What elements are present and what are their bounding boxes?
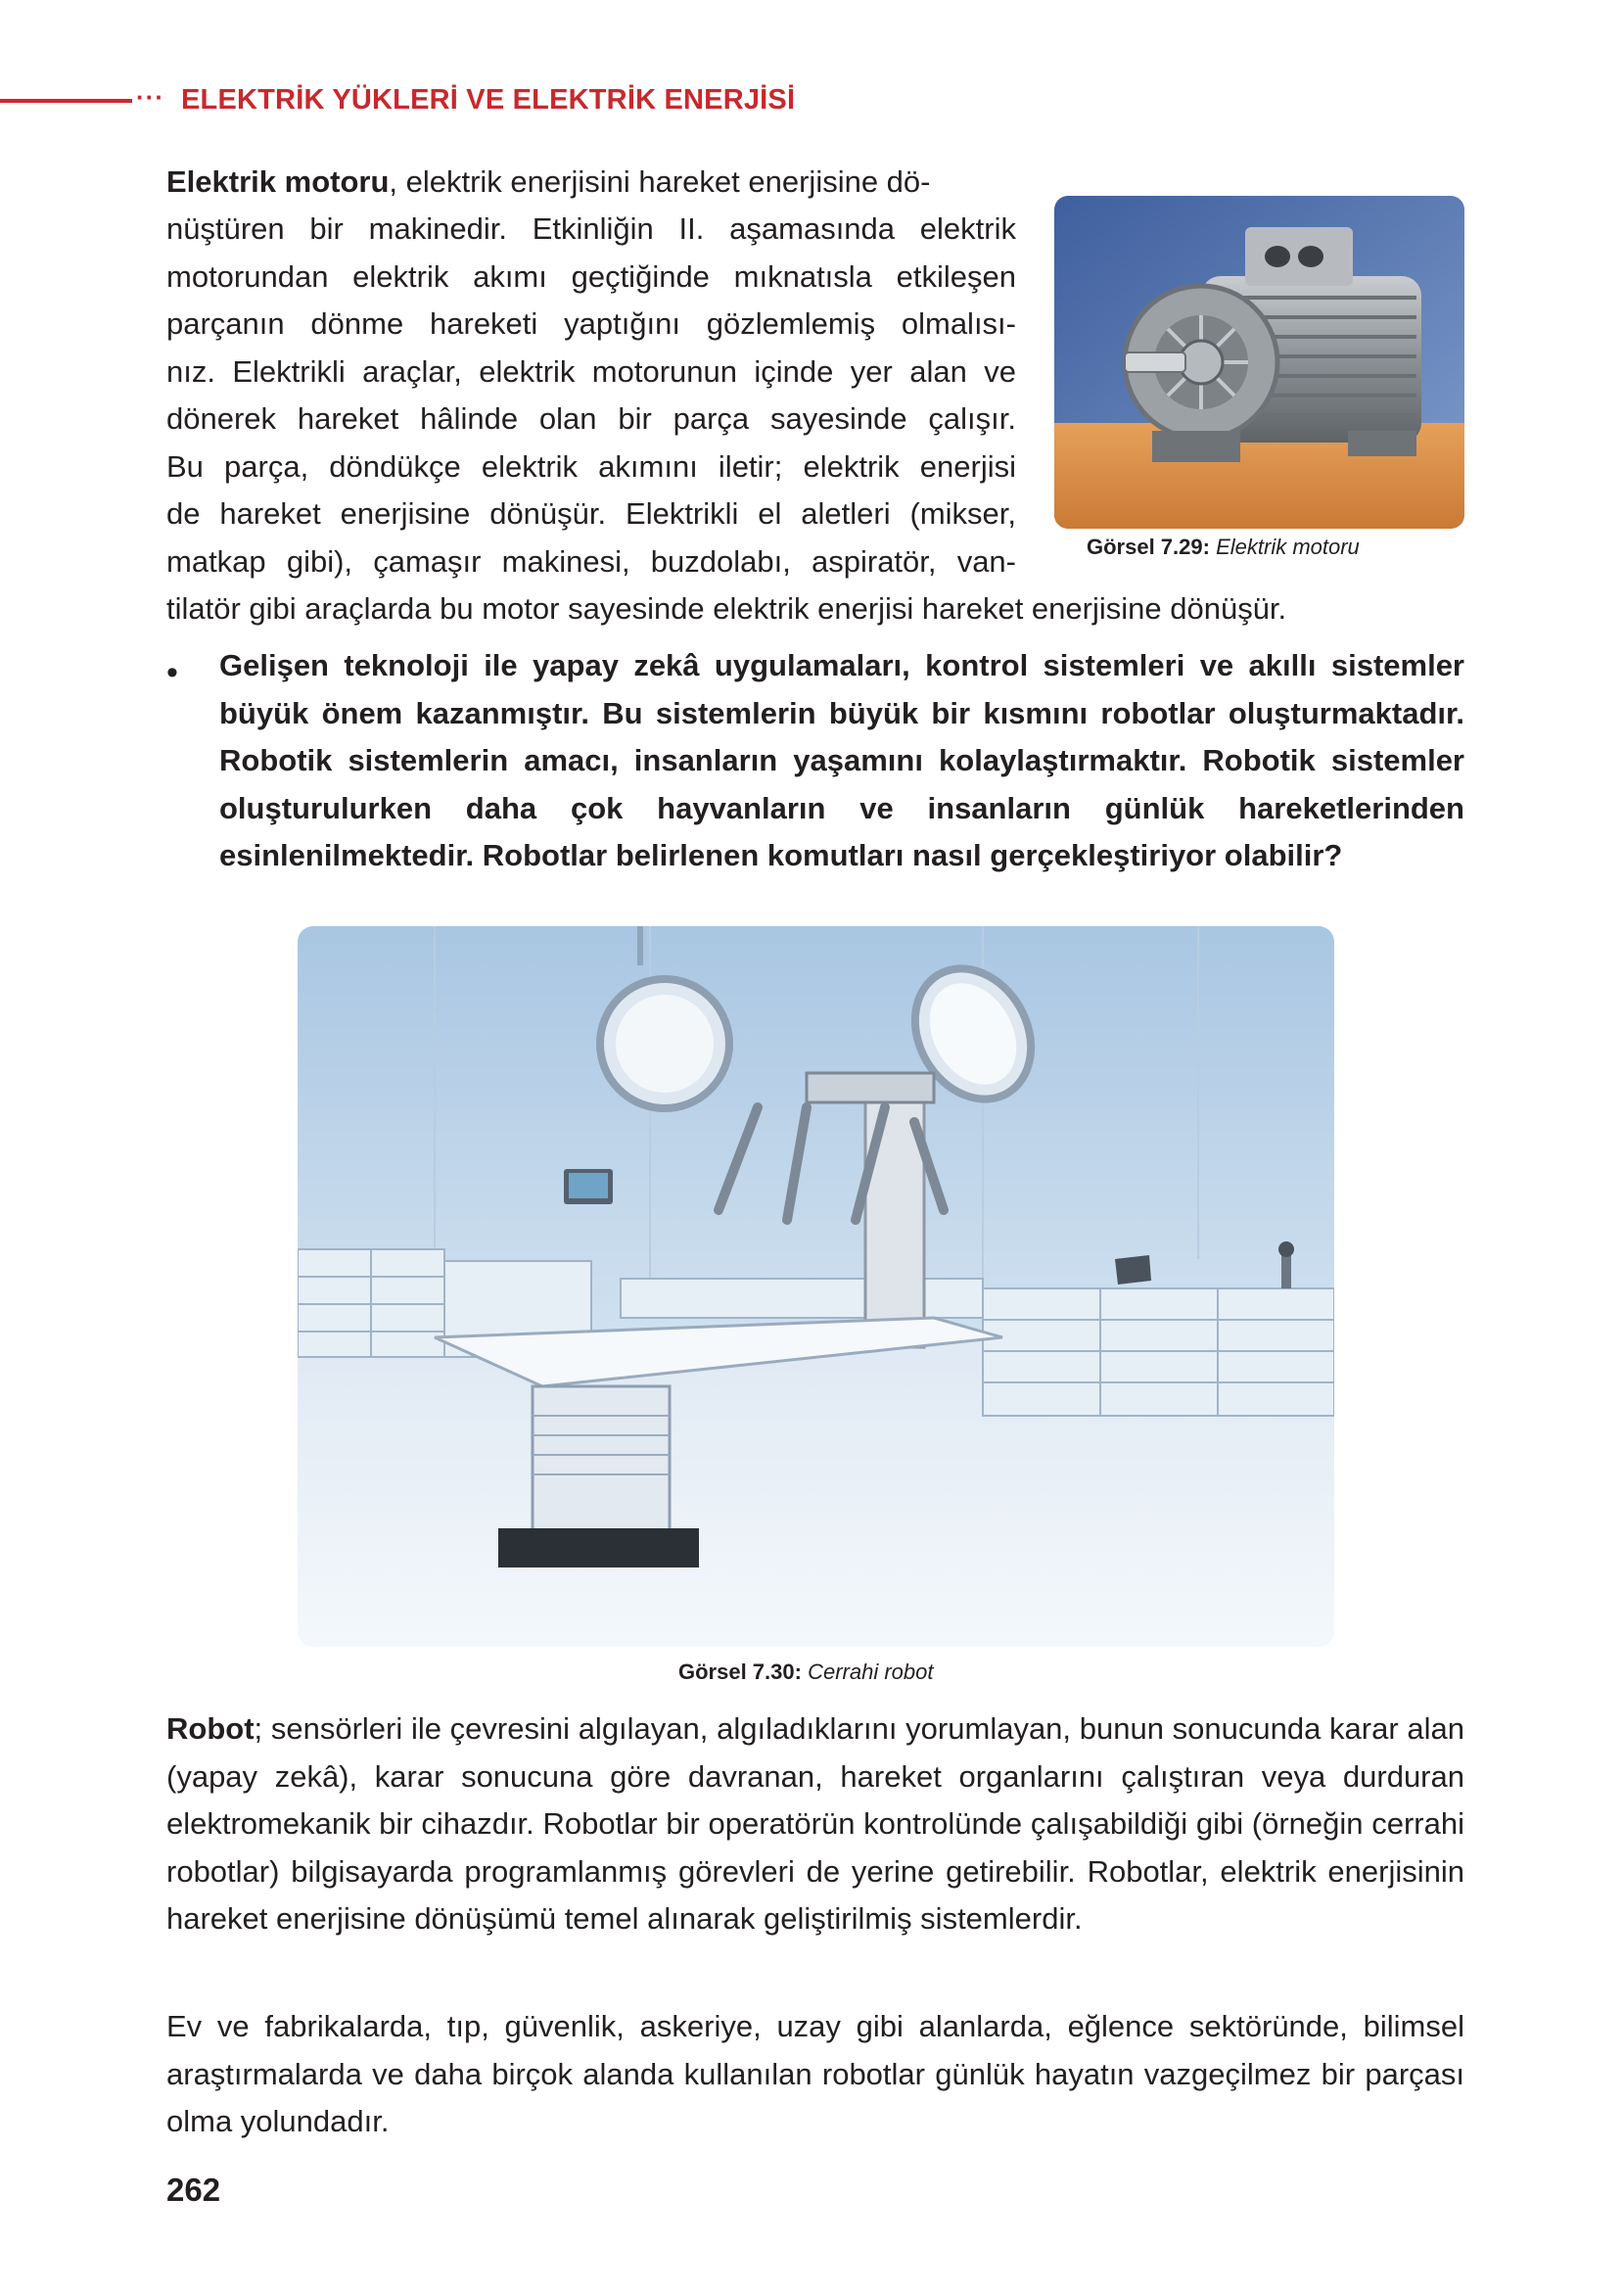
chapter-title: ELEKTRİK YÜKLERİ VE ELEKTRİK ENERJİSİ [181, 84, 796, 116]
intro-line: nüştüren bir makinedir. Etkinliğin II. aşamasında elektrik [166, 211, 1016, 246]
header-rule [0, 99, 132, 103]
surgical-robot-image [298, 926, 1334, 1647]
robot-usage-paragraph: Ev ve fabrikalarda, tıp, güvenlik, askeriye, uzay gibi alanlarda, eğlence sektöründe, bilimsel araştırmalarda ve daha birçok alanda kullanılan robotlar günlük hayatın vazgeçilmez bir parçası olma yolundadır. [166, 2009, 1464, 2138]
bullet-marker: • [166, 654, 178, 691]
figure-7-29-caption: Görsel 7.29: Elektrik motoru [1087, 535, 1360, 559]
header-dots: ··· [136, 82, 164, 112]
intro-line: nız. Elektrikli araçlar, elektrik motorunun içinde yer alan ve [166, 354, 1016, 389]
term-electric-motor: Elektrik motoru [166, 164, 390, 199]
page-number: 262 [166, 2172, 221, 2208]
electric-motor-image [1054, 196, 1464, 529]
intro-line: Bu parça, döndükçe elektrik akımını iletir; elektrik enerjisi [166, 449, 1016, 484]
page-header [0, 80, 1624, 119]
intro-line: matkap gibi), çamaşır makinesi, buzdolabı, aspiratör, van- [166, 544, 1016, 579]
robot-definition-paragraph: Robot; sensörleri ile çevresini algılayan, algıladıklarını yorumlayan, bunun sonucunda karar alan (yapay zekâ), karar sonucuna göre davranan, hareket organlarını çalıştıran veya durduran elektromekanik bir cihazdır. Robotlar bir operatörün kontrolünde çalışabildiği gibi (örneğin cerrahi robotlar) bilgisayarda programlanmış görevleri de yerine getirebilir. Robotlar, elektrik enerjisinin hareket enerjisine dönüşümü temel alınarak geliştirilmiş sistemlerdir. [166, 1711, 1464, 1936]
term-robot: Robot [166, 1711, 255, 1746]
intro-line: tilatör gibi araçlarda bu motor sayesinde elektrik enerjisi hareket enerjisine dönüşür. [166, 591, 1287, 626]
intro-line: parçanın dönme hareketi yaptığını gözlemlemiş olmalısı- [166, 306, 1016, 341]
intro-line: motorundan elektrik akımı geçtiğinde mıknatısla etkileşen [166, 259, 1016, 294]
intro-line: Elektrik motoru, elektrik enerjisini hareket enerjisine dö- [166, 164, 931, 199]
intro-line: dönerek hareket hâlinde olan bir parça sayesinde çalışır. [166, 401, 1016, 436]
figure-7-30-caption: Görsel 7.30: Cerrahi robot [678, 1660, 934, 1684]
intro-line: de hareket enerjisine dönüşür. Elektrikli el aletleri (mikser, [166, 496, 1016, 531]
bullet-question-paragraph: Gelişen teknoloji ile yapay zekâ uygulamaları, kontrol sistemleri ve akıllı sistemler büyük önem kazanmıştır. Bu sistemlerin büyük bir kısmını robotlar oluşturmaktadır. Robotik sistemlerin amacı, insanların yaşamını kolaylaştırmaktır. Robotik sistemler oluşturulurken daha çok hayvanların ve insanların günlük hareketlerinden esinlenilmektedir. Robotlar belirlenen komutları nasıl gerçekleştiriyor olabilir? [219, 648, 1464, 872]
